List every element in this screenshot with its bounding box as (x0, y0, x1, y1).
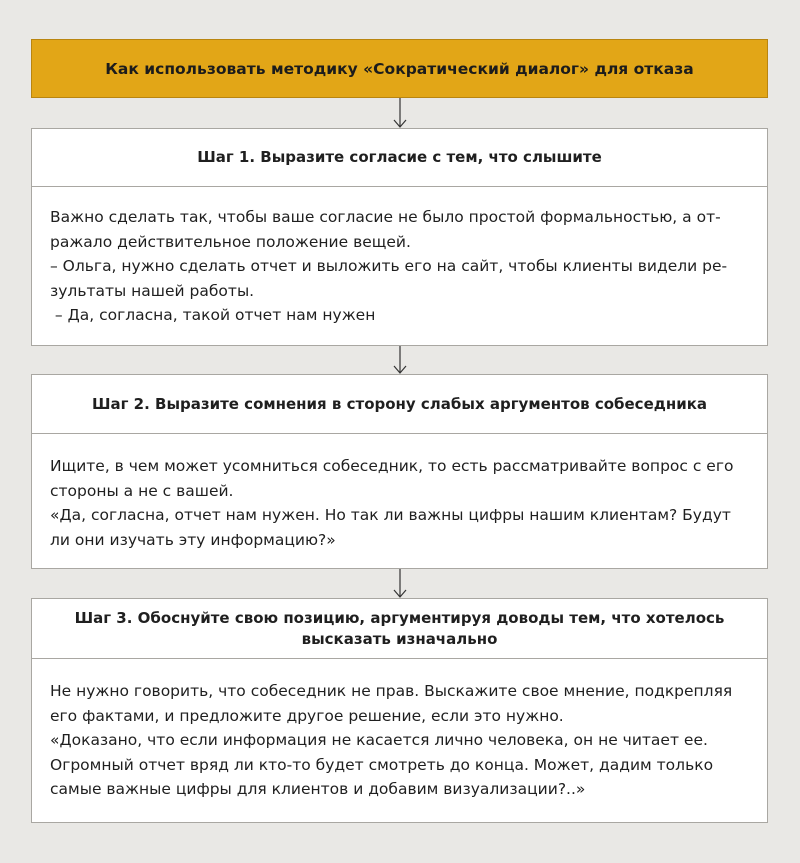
step-2-body (32, 434, 767, 552)
step-3-body (32, 659, 767, 802)
step-1-line: – Ольга, нужно сделать отчет и выложить его на сайт, чтобы клиенты видели ре- (50, 257, 728, 275)
step-3-heading-line: высказать изначально (301, 629, 498, 648)
step-1-body (32, 187, 767, 328)
step-1-line: Важно сделать так, чтобы ваше согласие не было простой формальностью, а от- (50, 208, 721, 226)
step-2-line: стороны а не с вашей. (50, 481, 234, 500)
step-1-heading-text: Шаг 1. Выразите согласие с тем, что слышите (197, 148, 602, 166)
step-3-heading-line: Шаг 3. Обоснуйте свою позицию, аргументируя доводы тем, что хотелось (74, 608, 725, 627)
step-2-box (31, 374, 768, 569)
step-1-line: ражало действительное положение вещей. (50, 232, 411, 251)
step-3-heading (32, 599, 767, 659)
step-2-line: ли они изучать эту информацию?» (50, 530, 336, 549)
step-3-line: его фактами, и предложите другое решение, если это нужно. (50, 706, 564, 725)
step-1-box (31, 128, 768, 346)
step-2-heading-text: Шаг 2. Выразите сомнения в сторону слабых аргументов собеседника (91, 394, 708, 413)
step-1-heading (32, 129, 767, 187)
arrow-down-icon (392, 98, 408, 129)
step-3-line: самые важные цифры для клиентов и добавим визуализации?..» (50, 780, 586, 798)
step-2-heading (32, 375, 767, 434)
step-3-box (31, 598, 768, 823)
step-2-line: Ищите, в чем может усомниться собеседник, то есть рассматривайте вопрос с его (50, 457, 734, 475)
step-1-line: зультаты нашей работы. (50, 281, 255, 300)
step-3-line: «Доказано, что если информация не касается лично человека, он не читает ее. (50, 731, 708, 749)
diagram-title-text: Как использовать методику «Сократический диалог» для отказа (105, 59, 694, 78)
arrow-down-icon (392, 346, 408, 375)
step-1-line: – Да, согласна, такой отчет нам нужен (50, 306, 376, 324)
step-2-line: «Да, согласна, отчет нам нужен. Но так ли важны цифры нашим клиентам? Будут (50, 506, 731, 524)
step-3-line: Не нужно говорить, что собеседник не прав. Выскажите свое мнение, подкрепляя (50, 682, 733, 700)
diagram-title (31, 39, 768, 98)
arrow-down-icon (392, 569, 408, 599)
step-3-line: Огромный отчет вряд ли кто-то будет смотреть до конца. Может, дадим только (50, 755, 714, 774)
